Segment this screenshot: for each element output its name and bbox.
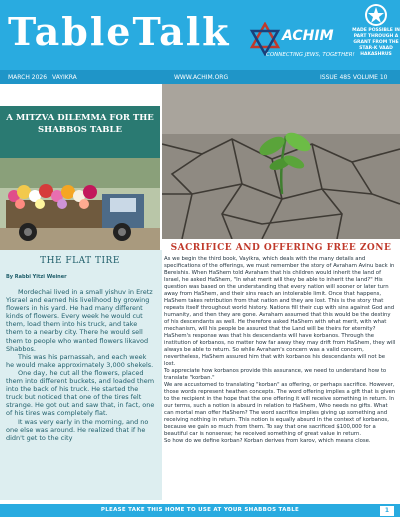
sacrifice-article-body — [164, 256, 397, 499]
flat-tire-paragraph: One day, he cut all the flowers, placed them into different buckets, and loaded them into the back of his truck. He started the truck but noticed that one of the tires felt strange. He got out and saw that, in fact, one of his tires was completely flat. — [6, 368, 155, 418]
logo-tagline: CONNECTING JEWS, TOGETHER! — [266, 52, 355, 58]
issue-volume: ISSUE 485 VOLUME 10 — [320, 74, 388, 81]
star-of-david-icon — [248, 22, 282, 56]
issue-date: MARCH 2026 — [8, 74, 48, 81]
cracked-earth-illustration — [162, 84, 400, 239]
sacrifice-paragraph: As we begin the third book, Vayikra, which deals with the many details and specifications of the offerings, we must remember the story of Avraham Avinu back in Bereishis. When HaShem told Avraham that his children would inherit the land of Israel, he asked HaShem, "In what merit will they be able to inherit the land?" His question was based on the understanding that every nation will sooner or later turn away from HaShem, and their sins reach an intolerable limit. Once that happens, HaShem takes retribution from that nation and they are lost. This is the story that repeats itself throughout world history. Nations fill their cup with sins against God and humanity, and then they are gone. Avraham assumed that this would be the destiny of his descendants as well. He therefore asked HaShem with what merit, with what mechanism, will his people be assured that the Land will be theirs for eternity? — [164, 256, 395, 333]
issue-info-bar — [0, 70, 400, 84]
footer-bar — [0, 504, 400, 517]
dilemma-banner — [0, 106, 160, 158]
issue-parsha: VAYIKRA — [52, 74, 77, 81]
grant-notice: MADE POSSIBLE IN PART THROUGH A GRANT FROM THE STAR-K VAAD HAKASHRUS — [352, 28, 400, 57]
masthead-title: TableTalk — [8, 9, 231, 54]
masthead-header — [0, 0, 400, 70]
flower-truck-photo — [0, 158, 160, 250]
flat-tire-paragraph: Mordechai lived in a small yishuv in Eretz Yisrael and earned his livelihood by growing flowers in his yard. He had many different kinds of flowers. Every week he would cut them, load them into his truck, and take them to a nearby city. There he would sell them to people who wanted flowers likavod Shabbos. — [6, 288, 153, 353]
dilemma-banner-title: A MITZVA DILEMMA FOR THE SHABBOS TABLE — [6, 113, 154, 135]
flat-tire-article — [0, 250, 162, 500]
flat-tire-paragraph: This was his parnassah, and each week he would make approximately 3,000 shekels. — [6, 352, 154, 369]
sacrifice-paragraph: So how do we define korban? Korban derives from karov, which means close. — [164, 438, 371, 445]
sprout-in-cracked-earth-photo — [162, 84, 400, 239]
achim-logo — [248, 22, 356, 62]
star-k-badge-icon — [364, 3, 388, 27]
flat-tire-byline: By Rabbi Yitzi Weiner — [6, 274, 67, 280]
sacrifice-article-title: SACRIFICE AND OFFERING FREE ZONE — [170, 243, 392, 253]
sacrifice-paragraph: To appreciate how korbanos provide this assurance, we need to understand how to translate "korban." — [164, 368, 387, 382]
logo-name: ACHIM — [282, 28, 334, 44]
sacrifice-paragraph: HaShem's response was that his descendants will have korbanos. Through the institution of korbanos, no matter how far away they may drift from HaShem, they will always be able to return. So while Avraham's concern was a valid concern, nevertheless, HaShem assured him that with korbanos his descendants will not be lost. — [164, 333, 396, 368]
page-number: 1 — [380, 506, 394, 516]
flat-tire-body — [6, 288, 156, 442]
flat-tire-paragraph: It was very early in the morning, and no one else was around. He realized that if he didn't get to the city — [6, 417, 149, 442]
flower-truck-illustration — [0, 158, 160, 250]
sacrifice-paragraph: We are accustomed to translating "korban" as offering, or perhaps sacrifice. However, those words represent heathen concepts. The word offering implies a gift that is given to the recipient in the hope that the one offering it will receive something in return. In our terms, such a notion is absurd in relation to HaShem, Who needs no gifts. What can mortal man offer HaShem? The word sacrifice implies giving up something and receiving nothing in return. This notion is equally absurd in the context of korbanos, because we gain so much from them. To say that one sacrificed $100,000 for a beautiful car is nonsense; he received something of great value in return. — [164, 382, 396, 438]
footer-message: PLEASE TAKE THIS HOME TO USE AT YOUR SHABBOS TABLE — [100, 507, 300, 513]
flat-tire-title: THE FLAT TIRE — [40, 256, 120, 266]
website-link[interactable]: WWW.ACHIM.ORG — [174, 74, 229, 81]
